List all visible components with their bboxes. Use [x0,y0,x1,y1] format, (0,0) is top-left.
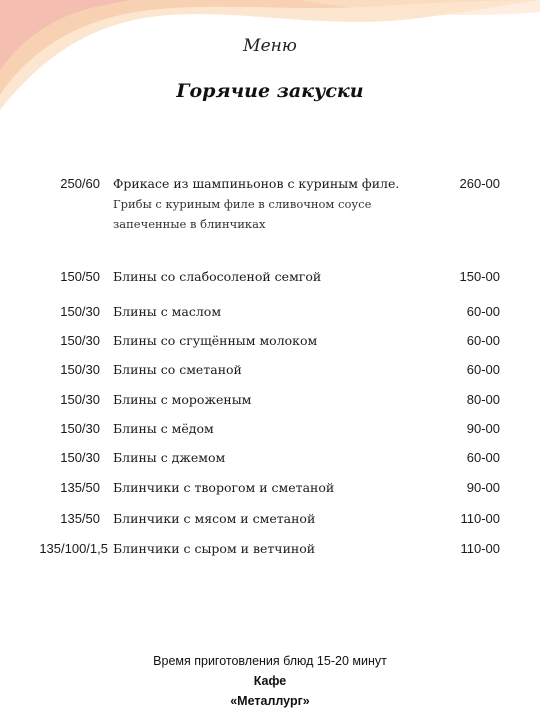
cafe-name: «Металлург» [230,694,310,708]
prep-time-note: Время приготовления блюд 15-20 минут [153,654,387,668]
item-name: Блинчики с сыром и ветчиной [113,541,316,556]
item-name: Блины с джемом [113,450,226,465]
item-price: 90-00 [466,480,500,495]
item-name: Блины с мёдом [113,421,214,436]
item-price: 110-00 [460,541,500,556]
section-title: Горячие закуски [176,80,364,102]
item-name: Блины со слабосоленой семгой [113,269,322,284]
item-weight: 150/30 [60,392,100,407]
item-name: Блины с маслом [113,304,222,319]
item-weight: 135/50 [60,480,100,495]
item-name: Блинчики с мясом и сметаной [113,511,316,526]
item-weight: 150/30 [60,333,100,348]
item-name: Блины с мороженым [113,392,252,407]
item-weight: 150/30 [60,304,100,319]
item-name: Фрикасе из шампиньонов с куриным филе. [113,176,400,191]
item-price: 80-00 [466,392,500,407]
item-price: 60-00 [466,450,500,465]
item-name: Блинчики с творогом и сметаной [113,480,335,495]
item-weight: 135/50 [60,511,100,526]
decorative-header-wave [0,0,540,140]
item-weight: 135/100/1,5 [39,541,108,556]
item-price: 60-00 [466,362,500,377]
item-weight: 250/60 [60,176,100,191]
item-price: 90-00 [466,421,500,436]
item-price: 260-00 [459,176,500,191]
item-name: Блины со сметаной [113,362,242,377]
item-weight: 150/30 [60,450,100,465]
item-price: 60-00 [466,333,500,348]
item-description: Грибы с куриным филе в сливочном соусе запеченные в блинчиках [113,197,372,231]
item-weight: 150/30 [60,362,100,377]
item-price: 110-00 [460,511,500,526]
item-price: 60-00 [466,304,500,319]
item-name: Блины со сгущённым молоком [113,333,318,348]
menu-label: Меню [243,36,297,56]
item-price: 150-00 [459,269,500,284]
cafe-label: Кафе [253,674,287,688]
item-weight: 150/50 [60,269,100,284]
item-weight: 150/30 [60,421,100,436]
